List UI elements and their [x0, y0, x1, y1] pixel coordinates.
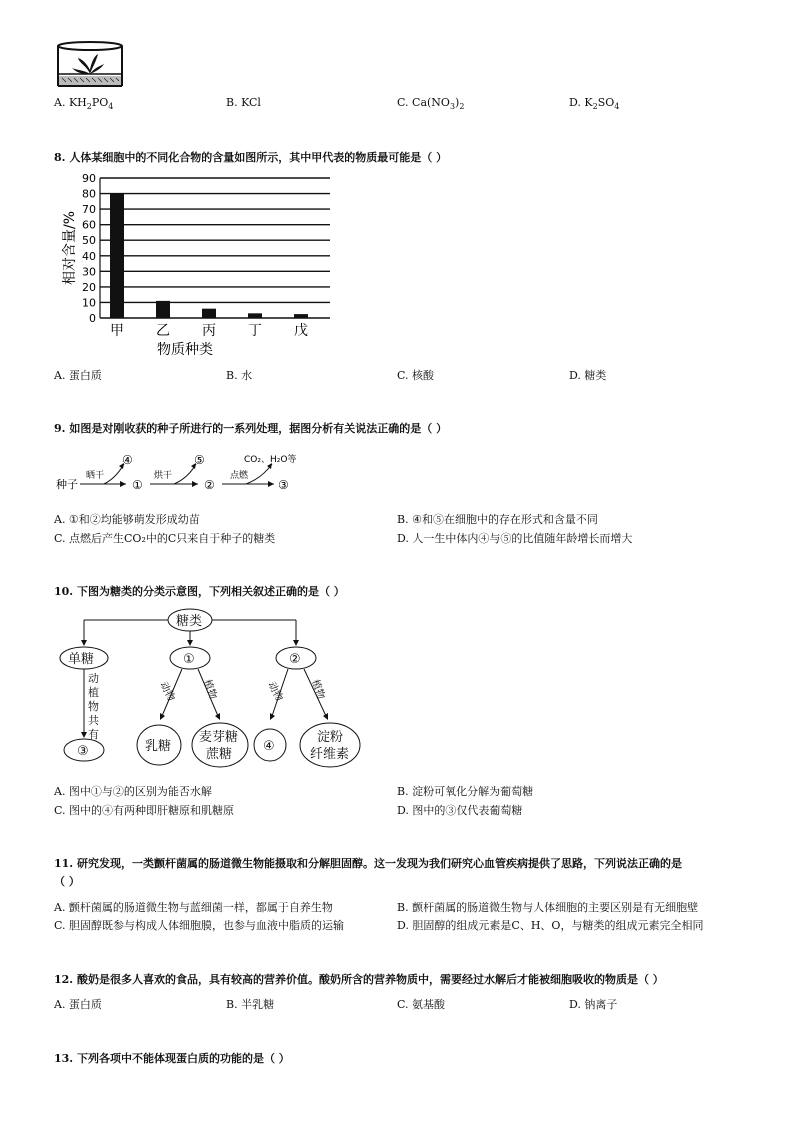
bar-chart [54, 170, 344, 360]
seed-label: 种子 [56, 478, 78, 491]
q11-stem: 11. 研究发现，一类颤杆菌属的肠道微生物能摄取和分解胆固醇。这一发现为我们研究心血管疾病提供了思路，下列说法正确的是 [54, 857, 682, 870]
maltose-node: 麦芽糖 [199, 730, 239, 745]
products-label: CO₂、H₂O等 [244, 455, 297, 465]
circle3: ③ [278, 478, 289, 492]
y-tick-label-70: 70 [82, 203, 96, 217]
y-tick-label-80: 80 [82, 187, 96, 201]
seed-processing-diagram [54, 450, 354, 500]
y-tick-label-90: 90 [82, 172, 96, 185]
beaker-plant-figure [54, 40, 126, 90]
cellulose-node: 纤维素 [310, 747, 350, 762]
x-axis-label: 物质种类 [157, 342, 213, 358]
q11-option-d[interactable]: D. 胆固醇的组成元素是C、H、O，与糖类的组成元素完全相同 [397, 919, 704, 932]
q12-option-c[interactable]: C. 氨基酸 [397, 998, 446, 1011]
y-axis-label: 相对含量/% [62, 210, 78, 286]
y-tick-label-60: 60 [82, 218, 96, 232]
y-tick-label-0: 0 [89, 312, 96, 325]
node-3: ③ [77, 744, 89, 759]
q13-stem: 13. 下列各项中不能体现蛋白质的功能的是（ ） [54, 1052, 290, 1065]
shared-char-4: 共 [88, 714, 99, 727]
lactose-node: 乳糖 [145, 739, 172, 754]
y-tick-label-50: 50 [82, 234, 96, 248]
q7-option-c[interactable]: C. $Ca(NO_3)_2$ [397, 96, 465, 111]
y-tick-label-30: 30 [82, 265, 96, 279]
node-1: ① [183, 652, 195, 667]
animal-label-2: 动物 [265, 680, 285, 704]
x-tick-label-2: 乙 [156, 323, 170, 339]
q12-stem: 12. 酸奶是很多人喜欢的食品，具有较高的营养价值。酸奶所含的营养物质中，需要经过水解后才能被细胞吸收的物质是（ ） [54, 973, 664, 986]
x-tick-label-4: 丁 [248, 323, 262, 339]
bar-3 [202, 309, 216, 318]
q7-option-d[interactable]: D. $K_2SO_4$ [569, 96, 620, 111]
q7-option-b[interactable]: B. KCl [226, 96, 261, 109]
shared-char-2: 植 [88, 686, 99, 699]
node-4: ④ [263, 739, 275, 754]
q8-stem: 8. 人体某细胞中的不同化合物的含量如图所示，其中甲代表的物质最可能是（ ） [54, 151, 448, 164]
q12-option-a[interactable]: A. 蛋白质 [54, 998, 102, 1011]
circle4: ④ [122, 453, 133, 467]
circle5: ⑤ [194, 453, 205, 467]
step2-label: 烘干 [154, 471, 173, 481]
q10-option-a[interactable]: A. 图中①与②的区别为能否水解 [54, 785, 212, 798]
root-node: 糖类 [176, 614, 203, 629]
circle1: ① [132, 478, 143, 492]
bar-5 [294, 314, 308, 318]
q9-option-b[interactable]: B. ④和⑤在细胞中的存在形式和含量不同 [397, 513, 598, 526]
shared-char-5: 有 [88, 728, 99, 741]
q10-stem: 10. 下图为糖类的分类示意图，下列相关叙述正确的是（ ） [54, 585, 345, 598]
q9-stem: 9. 如图是对刚收获的种子所进行的一系列处理，据图分析有关说法正确的是（ ） [54, 422, 448, 435]
q9-option-a[interactable]: A. ①和②均能够萌发形成幼苗 [54, 513, 200, 526]
q12-option-d[interactable]: D. 钠离子 [569, 998, 618, 1011]
q11-option-b[interactable]: B. 颤杆菌属的肠道微生物与人体细胞的主要区别是有无细胞壁 [397, 901, 699, 914]
q8-option-b[interactable]: B. 水 [226, 369, 253, 382]
q12-option-b[interactable]: B. 半乳糖 [226, 998, 275, 1011]
y-tick-label-20: 20 [82, 280, 96, 294]
sugar-classification-diagram [54, 604, 374, 774]
plant-label-2: 植物 [309, 678, 327, 701]
node-2: ② [289, 652, 301, 667]
sucrose-node: 蔗糖 [206, 747, 233, 762]
x-tick-label-1: 甲 [110, 323, 124, 339]
bar-4 [248, 313, 262, 318]
q11-option-c[interactable]: C. 胆固醇既参与构成人体细胞膜，也参与血液中脂质的运输 [54, 919, 345, 932]
q11-option-a[interactable]: A. 颤杆菌属的肠道微生物与蓝细菌一样，都属于自养生物 [54, 901, 333, 914]
circle2: ② [204, 478, 215, 492]
animal-label-1: 动物 [157, 680, 177, 704]
bar-1 [110, 194, 124, 318]
shared-char-3: 物 [88, 700, 99, 713]
x-tick-label-5: 戊 [294, 323, 308, 339]
bar-2 [156, 301, 170, 318]
y-tick-label-40: 40 [82, 249, 96, 263]
q9-option-d[interactable]: D. 人一生中体内④与⑤的比值随年龄增长而增大 [397, 532, 633, 545]
mono-node: 单糖 [68, 652, 95, 667]
q7-option-a[interactable]: A. $KH_2PO_4$ [54, 96, 114, 111]
q8-option-a[interactable]: A. 蛋白质 [54, 369, 102, 382]
q8-option-c[interactable]: C. 核酸 [397, 369, 435, 382]
q10-option-d[interactable]: D. 图中的③仅代表葡萄糖 [397, 804, 523, 817]
x-tick-label-3: 丙 [202, 323, 216, 339]
starch-node: 淀粉 [317, 730, 344, 745]
step3-label: 点燃 [230, 471, 249, 481]
plant-label-1: 植物 [201, 678, 219, 701]
step1-label: 晒干 [86, 471, 105, 481]
y-tick-label-10: 10 [82, 296, 96, 310]
shared-char-1: 动 [88, 672, 99, 685]
q10-option-c[interactable]: C. 图中的④有两种即肝糖原和肌糖原 [54, 804, 235, 817]
q11-paren: （ ） [54, 875, 80, 888]
q8-option-d[interactable]: D. 糖类 [569, 369, 607, 382]
q9-option-c[interactable]: C. 点燃后产生CO₂中的C只来自于种子的糖类 [54, 532, 276, 545]
q10-option-b[interactable]: B. 淀粉可氧化分解为葡萄糖 [397, 785, 534, 798]
